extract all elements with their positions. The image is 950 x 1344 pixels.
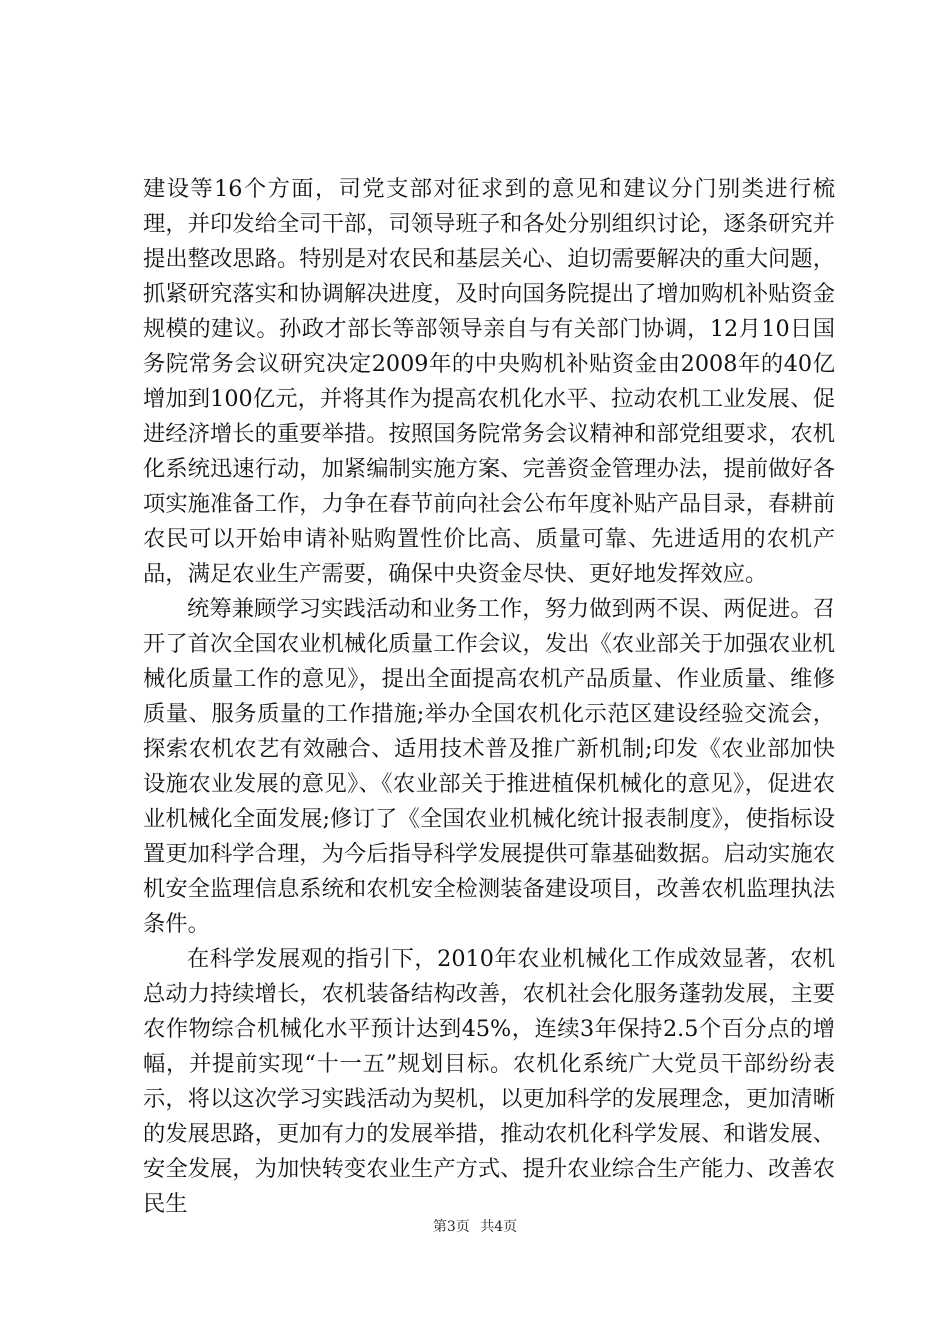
page-footer [0, 1216, 950, 1236]
page-total: 共4页 [480, 1219, 518, 1235]
page-number: 第3页 [432, 1219, 470, 1235]
paragraph-1: 建设等16个方面，司党支部对征求到的意见和建议分门别类进行梳理，并印发给全司干部，司领导班子和各处分别组织讨论，逐条研究并提出整改思路。特别是对农民和基层关心、迫切需要解决的重大问题，抓紧研究落实和协调解决进度，及时向国务院提出了增加购机补贴资金规模的建议。孙政才部长等部领导亲自与有关部门协调，12月10日国务院常务会议研究决定2009年的中央购机补贴资金由2008年的40亿增加到100亿元，并将其作为提高农机化水平、拉动农机工业发展、促进经济增长的重要举措。按照国务院常务会议精神和部党组要求，农机化系统迅速行动，加紧编制实施方案、完善资金管理办法，提前做好各项实施准备工作，力争在春节前向社会公布年度补贴产品目录，春耕前农民可以开始申请补贴购置性价比高、质量可靠、先进适用的农机产品，满足农业生产需要，确保中央资金尽快、更好地发挥效应。 [143, 176, 835, 587]
document-body [143, 172, 835, 1222]
paragraph-2: 统筹兼顾学习实践活动和业务工作，努力做到两不误、两促进。召开了首次全国农业机械化质量工作会议，发出《农业部关于加强农业机械化质量工作的意见》，提出全面提高农机产品质量、作业质量、维修质量、服务质量的工作措施;举办全国农机化示范区建设经验交流会，探索农机农艺有效融合、适用技术普及推广新机制;印发《农业部加快设施农业发展的意见》、《农业部关于推进植保机械化的意见》，促进农业机械化全面发展;修订了《全国农业机械化统计报表制度》，使指标设置更加科学合理，为今后指导科学发展提供可靠基础数据。启动实施农机安全监理信息系统和农机安全检测装备建设项目，改善农机监理执法条件。 [143, 596, 835, 937]
paragraph-3: 在科学发展观的指引下，2010年农业机械化工作成效显著，农机总动力持续增长，农机装备结构改善，农机社会化服务蓬勃发展，主要农作物综合机械化水平预计达到45%，连续3年保持2.5个百分点的增幅，并提前实现“十一五”规划目标。农机化系统广大党员干部纷纷表示，将以这次学习实践活动为契机，以更加科学的发展理念，更加清晰的发展思路，更加有力的发展举措，推动农机化科学发展、和谐发展、安全发展，为加快转变农业生产方式、提升农业综合生产能力、改善农民生 [143, 946, 835, 1217]
